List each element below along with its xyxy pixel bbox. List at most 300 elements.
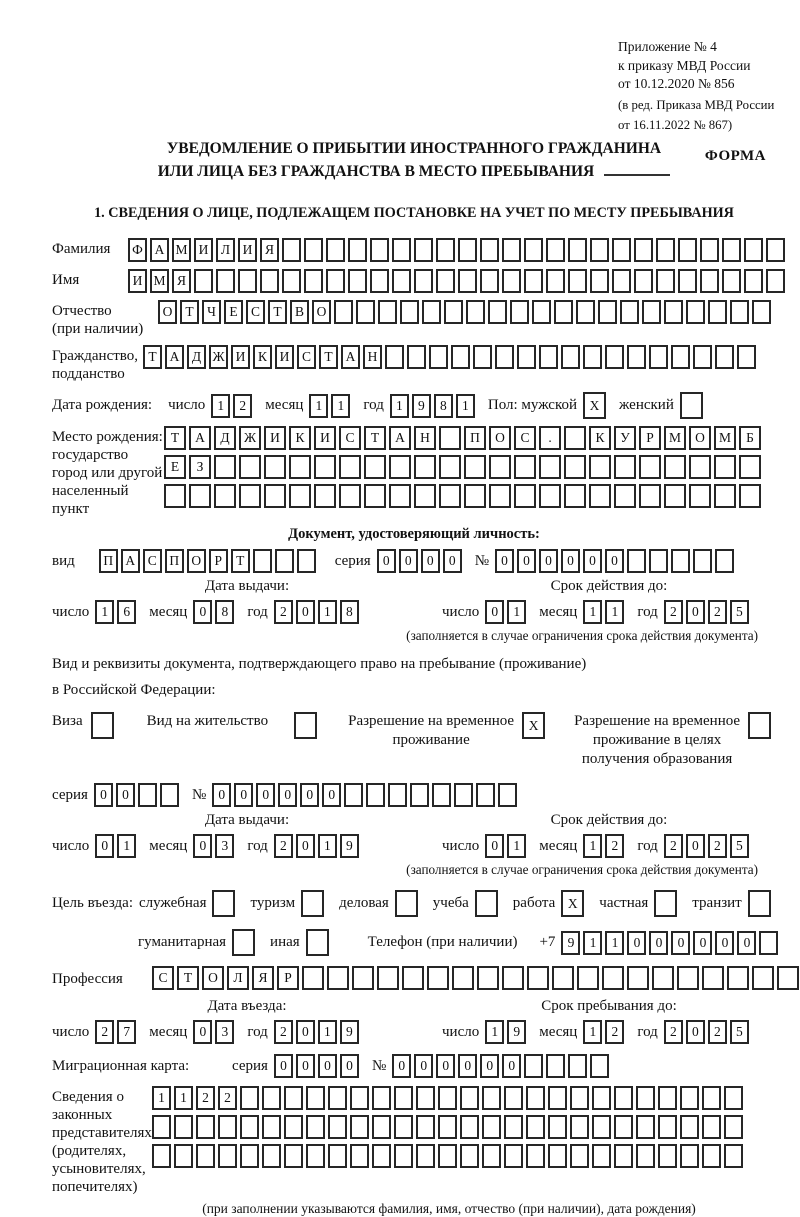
doc-type-input-cell[interactable]: П — [165, 549, 184, 573]
patronymic-input-cell[interactable] — [642, 300, 661, 324]
name-input-cell[interactable] — [722, 269, 741, 293]
patronymic-input-cell[interactable]: С — [246, 300, 265, 324]
name-input-cell[interactable] — [546, 269, 565, 293]
phone-input[interactable] — [561, 931, 781, 955]
representatives-input-3-cell[interactable] — [416, 1144, 435, 1168]
profession-input-cell[interactable] — [727, 966, 749, 990]
name-input-cell[interactable] — [392, 269, 411, 293]
birth-place-input-3-cell[interactable] — [239, 484, 261, 508]
profession-input-cell[interactable] — [577, 966, 599, 990]
phone-input-cell[interactable]: 1 — [605, 931, 624, 955]
mig-num-input-cell[interactable] — [524, 1054, 543, 1078]
birth-place-input-3-cell[interactable] — [314, 484, 336, 508]
doc-type-input-cell[interactable]: Р — [209, 549, 228, 573]
permit-issue-month-input-cell[interactable]: 0 — [193, 834, 212, 858]
doc-type-input-cell[interactable]: П — [99, 549, 118, 573]
representatives-input-1-cell[interactable] — [570, 1086, 589, 1110]
birth-month-input-cell[interactable]: 1 — [309, 394, 328, 418]
representatives-input-2-cell[interactable] — [702, 1115, 721, 1139]
citizenship-input-cell[interactable]: И — [231, 345, 250, 369]
doc-seriya-input-cell[interactable]: 0 — [443, 549, 462, 573]
purpose-business-checkbox-cell[interactable] — [395, 890, 418, 917]
patronymic-input-cell[interactable] — [752, 300, 771, 324]
surname-input-cell[interactable] — [370, 238, 389, 262]
purpose-tourism-checkbox-cell[interactable] — [301, 890, 324, 917]
name-input-cell[interactable] — [480, 269, 499, 293]
profession-input-cell[interactable] — [527, 966, 549, 990]
name-input-cell[interactable] — [326, 269, 345, 293]
birth-place-input-3-cell[interactable] — [539, 484, 561, 508]
patronymic-input-cell[interactable] — [510, 300, 529, 324]
representatives-input-1-cell[interactable] — [526, 1086, 545, 1110]
doc-num-input-cell[interactable]: 0 — [539, 549, 558, 573]
surname-input-cell[interactable] — [590, 238, 609, 262]
temp-permit-checkbox-cell[interactable]: X — [522, 712, 545, 739]
representatives-input-2-cell[interactable] — [262, 1115, 281, 1139]
mig-seriya-input-cell[interactable]: 0 — [274, 1054, 293, 1078]
citizenship-input-cell[interactable]: Т — [319, 345, 338, 369]
representatives-input-1-cell[interactable] — [306, 1086, 325, 1110]
representatives-input-1-cell[interactable] — [284, 1086, 303, 1110]
citizenship-input-cell[interactable] — [715, 345, 734, 369]
citizenship-input-cell[interactable]: И — [275, 345, 294, 369]
name-input-cell[interactable] — [678, 269, 697, 293]
birth-place-input-2-cell[interactable] — [439, 455, 461, 479]
mig-num-input-cell[interactable]: 0 — [480, 1054, 499, 1078]
patronymic-input-cell[interactable] — [466, 300, 485, 324]
permit-valid-month-input-cell[interactable]: 2 — [605, 834, 624, 858]
surname-input-cell[interactable]: Я — [260, 238, 279, 262]
doc-num-input[interactable] — [495, 549, 737, 573]
permit-valid-month-input[interactable] — [583, 834, 627, 858]
doc-valid-year-input-cell[interactable]: 2 — [664, 600, 683, 624]
representatives-input-2-cell[interactable] — [174, 1115, 193, 1139]
representatives-input-3-cell[interactable] — [306, 1144, 325, 1168]
patronymic-input-cell[interactable]: Т — [268, 300, 287, 324]
name-input-cell[interactable] — [458, 269, 477, 293]
representatives-input-1-cell[interactable] — [658, 1086, 677, 1110]
representatives-input-2-cell[interactable] — [724, 1115, 743, 1139]
name-input-cell[interactable] — [436, 269, 455, 293]
surname-input-cell[interactable]: И — [194, 238, 213, 262]
birth-place-input-1-cell[interactable]: О — [489, 426, 511, 450]
doc-num-input-cell[interactable] — [715, 549, 734, 573]
representatives-input-3-cell[interactable] — [350, 1144, 369, 1168]
representatives-input-3-cell[interactable] — [196, 1144, 215, 1168]
entry-year-input-cell[interactable]: 9 — [340, 1020, 359, 1044]
birth-place-input-2-cell[interactable] — [239, 455, 261, 479]
permit-valid-year-input-cell[interactable]: 0 — [686, 834, 705, 858]
representatives-input-1-cell[interactable] — [548, 1086, 567, 1110]
citizenship-input-cell[interactable] — [407, 345, 426, 369]
phone-input-cell[interactable]: 0 — [737, 931, 756, 955]
representatives-input-1-cell[interactable]: 1 — [152, 1086, 171, 1110]
representatives-input-1-cell[interactable] — [416, 1086, 435, 1110]
birth-place-input-3-cell[interactable] — [189, 484, 211, 508]
patronymic-input-cell[interactable] — [532, 300, 551, 324]
patronymic-input-cell[interactable] — [664, 300, 683, 324]
profession-input[interactable] — [152, 966, 800, 990]
citizenship-input-cell[interactable] — [693, 345, 712, 369]
name-input-cell[interactable] — [524, 269, 543, 293]
representatives-input-3-cell[interactable] — [262, 1144, 281, 1168]
permit-num-input-cell[interactable]: 0 — [300, 783, 319, 807]
doc-issue-year-input-cell[interactable]: 8 — [340, 600, 359, 624]
doc-num-input-cell[interactable]: 0 — [495, 549, 514, 573]
doc-valid-month-input[interactable] — [583, 600, 627, 624]
representatives-input-3-cell[interactable] — [460, 1144, 479, 1168]
surname-input-cell[interactable] — [766, 238, 785, 262]
stay-month-input-cell[interactable]: 2 — [605, 1020, 624, 1044]
purpose-business-checkbox[interactable] — [395, 890, 421, 917]
representatives-input-3-cell[interactable] — [526, 1144, 545, 1168]
birth-place-input-3-cell[interactable] — [414, 484, 436, 508]
representatives-input-1-cell[interactable] — [350, 1086, 369, 1110]
representatives-input-1-cell[interactable] — [504, 1086, 523, 1110]
surname-input-cell[interactable] — [568, 238, 587, 262]
birth-place-input-3-cell[interactable] — [714, 484, 736, 508]
citizenship-input-cell[interactable] — [517, 345, 536, 369]
entry-day-input-cell[interactable]: 2 — [95, 1020, 114, 1044]
mig-seriya-input-cell[interactable]: 0 — [296, 1054, 315, 1078]
name-input-cell[interactable]: М — [150, 269, 169, 293]
birth-place-input-2-cell[interactable] — [689, 455, 711, 479]
permit-num-input-cell[interactable] — [344, 783, 363, 807]
doc-issue-day-input-cell[interactable]: 1 — [95, 600, 114, 624]
patronymic-input-cell[interactable]: О — [158, 300, 177, 324]
representatives-input-2-cell[interactable] — [680, 1115, 699, 1139]
birth-month-input[interactable] — [309, 394, 353, 418]
name-input-cell[interactable]: Я — [172, 269, 191, 293]
birth-place-input-1-cell[interactable]: Т — [364, 426, 386, 450]
doc-issue-month-input[interactable] — [193, 600, 237, 624]
doc-issue-month-input-cell[interactable]: 8 — [215, 600, 234, 624]
sex-male-checkbox[interactable] — [583, 392, 609, 419]
birth-place-input-3-cell[interactable] — [289, 484, 311, 508]
patronymic-input-cell[interactable] — [334, 300, 353, 324]
birth-place-input-1-cell[interactable]: А — [189, 426, 211, 450]
citizenship-input-cell[interactable]: К — [253, 345, 272, 369]
representatives-input-3-cell[interactable] — [636, 1144, 655, 1168]
stay-year-input-cell[interactable]: 2 — [708, 1020, 727, 1044]
name-input-cell[interactable] — [502, 269, 521, 293]
representatives-input-2-cell[interactable] — [460, 1115, 479, 1139]
doc-num-input-cell[interactable] — [693, 549, 712, 573]
surname-input-cell[interactable] — [678, 238, 697, 262]
sex-female-checkbox-cell[interactable] — [680, 392, 703, 419]
temp-permit-checkbox[interactable] — [522, 712, 548, 739]
entry-day-input-cell[interactable]: 7 — [117, 1020, 136, 1044]
doc-issue-year-input-cell[interactable]: 1 — [318, 600, 337, 624]
representatives-input-3-cell[interactable] — [240, 1144, 259, 1168]
doc-issue-year-input[interactable] — [274, 600, 362, 624]
patronymic-input-cell[interactable]: Е — [224, 300, 243, 324]
permit-issue-year-input[interactable] — [274, 834, 362, 858]
birth-place-input-1-cell[interactable]: С — [514, 426, 536, 450]
representatives-input-2-cell[interactable] — [592, 1115, 611, 1139]
profession-input-cell[interactable] — [602, 966, 624, 990]
name-input-cell[interactable] — [612, 269, 631, 293]
profession-input-cell[interactable]: Р — [277, 966, 299, 990]
residence-checkbox[interactable] — [294, 712, 320, 739]
mig-num-input-cell[interactable] — [590, 1054, 609, 1078]
permit-issue-day-input-cell[interactable]: 0 — [95, 834, 114, 858]
representatives-input-2-cell[interactable] — [504, 1115, 523, 1139]
permit-issue-day-input[interactable] — [95, 834, 139, 858]
stay-year-input-cell[interactable]: 5 — [730, 1020, 749, 1044]
representatives-input-1-cell[interactable] — [240, 1086, 259, 1110]
surname-input-cell[interactable] — [722, 238, 741, 262]
doc-seriya-input-cell[interactable]: 0 — [377, 549, 396, 573]
citizenship-input-cell[interactable] — [561, 345, 580, 369]
citizenship-input-cell[interactable] — [495, 345, 514, 369]
permit-valid-year-input-cell[interactable]: 2 — [708, 834, 727, 858]
doc-valid-month-input-cell[interactable]: 1 — [583, 600, 602, 624]
phone-input-cell[interactable]: 0 — [671, 931, 690, 955]
profession-input-cell[interactable]: Я — [252, 966, 274, 990]
doc-num-input-cell[interactable]: 0 — [517, 549, 536, 573]
birth-day-input-cell[interactable]: 2 — [233, 394, 252, 418]
entry-day-input[interactable] — [95, 1020, 139, 1044]
permit-issue-month-input-cell[interactable]: 3 — [215, 834, 234, 858]
birth-place-input-1-cell[interactable]: К — [589, 426, 611, 450]
doc-type-input[interactable] — [99, 549, 319, 573]
birth-place-input-2-cell[interactable] — [339, 455, 361, 479]
birth-place-input-1-cell[interactable]: И — [264, 426, 286, 450]
birth-place-input-1-cell[interactable]: Б — [739, 426, 761, 450]
profession-input-cell[interactable] — [502, 966, 524, 990]
patronymic-input-cell[interactable]: О — [312, 300, 331, 324]
representatives-input-2-cell[interactable] — [350, 1115, 369, 1139]
birth-place-input-3-cell[interactable] — [389, 484, 411, 508]
doc-num-input-cell[interactable] — [671, 549, 690, 573]
representatives-input-1-cell[interactable] — [482, 1086, 501, 1110]
birth-place-input-3-cell[interactable] — [364, 484, 386, 508]
purpose-other-checkbox[interactable] — [306, 929, 332, 956]
purpose-work-checkbox-cell[interactable]: X — [561, 890, 584, 917]
permit-num-input-cell[interactable]: 0 — [256, 783, 275, 807]
representatives-input-2-cell[interactable] — [240, 1115, 259, 1139]
permit-seriya-input[interactable] — [94, 783, 182, 807]
mig-num-input-cell[interactable]: 0 — [458, 1054, 477, 1078]
name-input-cell[interactable] — [238, 269, 257, 293]
birth-place-input-3-cell[interactable] — [614, 484, 636, 508]
representatives-input-3[interactable] — [152, 1144, 746, 1168]
residence-checkbox-cell[interactable] — [294, 712, 317, 739]
birth-place-input-1-cell[interactable]: Д — [214, 426, 236, 450]
birth-place-input-2-cell[interactable] — [264, 455, 286, 479]
name-input-cell[interactable] — [194, 269, 213, 293]
representatives-input-2-cell[interactable] — [526, 1115, 545, 1139]
surname-input-cell[interactable] — [634, 238, 653, 262]
birth-day-input[interactable] — [211, 394, 255, 418]
purpose-study-checkbox-cell[interactable] — [475, 890, 498, 917]
profession-input-cell[interactable]: О — [202, 966, 224, 990]
birth-place-input-1-cell[interactable]: М — [714, 426, 736, 450]
stay-year-input[interactable] — [664, 1020, 752, 1044]
doc-seriya-input-cell[interactable]: 0 — [421, 549, 440, 573]
representatives-input-1-cell[interactable] — [372, 1086, 391, 1110]
stay-day-input[interactable] — [485, 1020, 529, 1044]
birth-place-input-2-cell[interactable]: З — [189, 455, 211, 479]
permit-num-input-cell[interactable] — [388, 783, 407, 807]
stay-day-input-cell[interactable]: 9 — [507, 1020, 526, 1044]
phone-input-cell[interactable]: 0 — [715, 931, 734, 955]
birth-place-input-1-cell[interactable]: Н — [414, 426, 436, 450]
citizenship-input-cell[interactable]: Ж — [209, 345, 228, 369]
permit-valid-day-input-cell[interactable]: 0 — [485, 834, 504, 858]
name-input-cell[interactable] — [414, 269, 433, 293]
edu-permit-checkbox[interactable] — [748, 712, 774, 739]
birth-place-input-1-cell[interactable]: О — [689, 426, 711, 450]
purpose-tourism-checkbox[interactable] — [301, 890, 327, 917]
representatives-input-1-cell[interactable] — [702, 1086, 721, 1110]
stay-year-input-cell[interactable]: 2 — [664, 1020, 683, 1044]
permit-valid-year-input-cell[interactable]: 5 — [730, 834, 749, 858]
birth-place-input-2[interactable] — [164, 455, 764, 479]
name-input-cell[interactable] — [766, 269, 785, 293]
citizenship-input-cell[interactable] — [539, 345, 558, 369]
purpose-official-checkbox[interactable] — [212, 890, 238, 917]
representatives-input-1-cell[interactable] — [614, 1086, 633, 1110]
surname-input-cell[interactable] — [414, 238, 433, 262]
profession-input-cell[interactable] — [777, 966, 799, 990]
surname-input-cell[interactable] — [480, 238, 499, 262]
entry-year-input-cell[interactable]: 2 — [274, 1020, 293, 1044]
doc-type-input-cell[interactable] — [275, 549, 294, 573]
representatives-input-1-cell[interactable]: 2 — [196, 1086, 215, 1110]
doc-type-input-cell[interactable]: А — [121, 549, 140, 573]
representatives-input-1-cell[interactable] — [636, 1086, 655, 1110]
permit-num-input-cell[interactable] — [498, 783, 517, 807]
mig-num-input[interactable] — [392, 1054, 612, 1078]
permit-valid-year-input[interactable] — [664, 834, 752, 858]
surname-input-cell[interactable] — [656, 238, 675, 262]
birth-place-input-2-cell[interactable] — [289, 455, 311, 479]
birth-place-input-1-cell[interactable]: Т — [164, 426, 186, 450]
representatives-input-2-cell[interactable] — [306, 1115, 325, 1139]
representatives-input-1-cell[interactable] — [680, 1086, 699, 1110]
surname-input-cell[interactable] — [392, 238, 411, 262]
birth-year-input-cell[interactable]: 8 — [434, 394, 453, 418]
doc-type-input-cell[interactable] — [297, 549, 316, 573]
permit-valid-year-input-cell[interactable]: 2 — [664, 834, 683, 858]
surname-input[interactable] — [128, 238, 788, 262]
representatives-input-2-cell[interactable] — [658, 1115, 677, 1139]
representatives-input-3-cell[interactable] — [504, 1144, 523, 1168]
surname-input-cell[interactable] — [502, 238, 521, 262]
permit-seriya-input-cell[interactable]: 0 — [94, 783, 113, 807]
representatives-input-2-cell[interactable] — [438, 1115, 457, 1139]
purpose-other-checkbox-cell[interactable] — [306, 929, 329, 956]
patronymic-input-cell[interactable] — [730, 300, 749, 324]
birth-place-input-3-cell[interactable] — [439, 484, 461, 508]
stay-month-input-cell[interactable]: 1 — [583, 1020, 602, 1044]
birth-place-input-3-cell[interactable] — [739, 484, 761, 508]
purpose-transit-checkbox[interactable] — [748, 890, 774, 917]
purpose-official-checkbox-cell[interactable] — [212, 890, 235, 917]
mig-seriya-input-cell[interactable]: 0 — [340, 1054, 359, 1078]
name-input-cell[interactable]: И — [128, 269, 147, 293]
purpose-humanitarian-checkbox[interactable] — [232, 929, 258, 956]
entry-year-input[interactable] — [274, 1020, 362, 1044]
permit-num-input[interactable] — [212, 783, 520, 807]
profession-input-cell[interactable] — [302, 966, 324, 990]
name-input-cell[interactable] — [590, 269, 609, 293]
permit-valid-day-input-cell[interactable]: 1 — [507, 834, 526, 858]
birth-place-input-1[interactable] — [164, 426, 764, 450]
profession-input-cell[interactable] — [552, 966, 574, 990]
phone-input-cell[interactable]: 9 — [561, 931, 580, 955]
representatives-input-2[interactable] — [152, 1115, 746, 1139]
name-input-cell[interactable] — [216, 269, 235, 293]
permit-issue-month-input[interactable] — [193, 834, 237, 858]
profession-input-cell[interactable] — [677, 966, 699, 990]
permit-issue-year-input-cell[interactable]: 2 — [274, 834, 293, 858]
patronymic-input-cell[interactable] — [356, 300, 375, 324]
representatives-input-1-cell[interactable]: 1 — [174, 1086, 193, 1110]
name-input-cell[interactable] — [656, 269, 675, 293]
birth-place-input-3-cell[interactable] — [214, 484, 236, 508]
surname-input-cell[interactable] — [546, 238, 565, 262]
citizenship-input-cell[interactable]: А — [341, 345, 360, 369]
name-input-cell[interactable] — [348, 269, 367, 293]
citizenship-input-cell[interactable] — [671, 345, 690, 369]
birth-place-input-2-cell[interactable] — [664, 455, 686, 479]
entry-month-input[interactable] — [193, 1020, 237, 1044]
representatives-input-2-cell[interactable] — [570, 1115, 589, 1139]
doc-issue-year-input-cell[interactable]: 2 — [274, 600, 293, 624]
doc-issue-year-input-cell[interactable]: 0 — [296, 600, 315, 624]
doc-valid-year-input-cell[interactable]: 2 — [708, 600, 727, 624]
profession-input-cell[interactable] — [702, 966, 724, 990]
phone-input-cell[interactable]: 1 — [583, 931, 602, 955]
mig-seriya-input-cell[interactable]: 0 — [318, 1054, 337, 1078]
doc-valid-year-input-cell[interactable]: 0 — [686, 600, 705, 624]
profession-input-cell[interactable] — [652, 966, 674, 990]
birth-place-input-3-cell[interactable] — [589, 484, 611, 508]
permit-num-input-cell[interactable] — [454, 783, 473, 807]
representatives-input-3-cell[interactable] — [614, 1144, 633, 1168]
birth-year-input-cell[interactable]: 9 — [412, 394, 431, 418]
representatives-input-1-cell[interactable] — [262, 1086, 281, 1110]
citizenship-input-cell[interactable] — [473, 345, 492, 369]
birth-place-input-3-cell[interactable] — [489, 484, 511, 508]
representatives-input-2-cell[interactable] — [548, 1115, 567, 1139]
birth-year-input-cell[interactable]: 1 — [390, 394, 409, 418]
profession-input-cell[interactable] — [477, 966, 499, 990]
entry-year-input-cell[interactable]: 1 — [318, 1020, 337, 1044]
representatives-input-3-cell[interactable] — [724, 1144, 743, 1168]
sex-female-checkbox[interactable] — [680, 392, 706, 419]
representatives-input-3-cell[interactable] — [284, 1144, 303, 1168]
representatives-input-2-cell[interactable] — [152, 1115, 171, 1139]
profession-input-cell[interactable] — [427, 966, 449, 990]
representatives-input-1-cell[interactable] — [438, 1086, 457, 1110]
phone-input-cell[interactable]: 0 — [649, 931, 668, 955]
patronymic-input-cell[interactable] — [620, 300, 639, 324]
purpose-study-checkbox[interactable] — [475, 890, 501, 917]
birth-place-input-3-cell[interactable] — [164, 484, 186, 508]
representatives-input-2-cell[interactable] — [196, 1115, 215, 1139]
patronymic-input-cell[interactable] — [422, 300, 441, 324]
patronymic-input-cell[interactable] — [576, 300, 595, 324]
doc-type-input-cell[interactable]: Т — [231, 549, 250, 573]
birth-place-input-3-cell[interactable] — [564, 484, 586, 508]
profession-input-cell[interactable] — [402, 966, 424, 990]
permit-issue-year-input-cell[interactable]: 0 — [296, 834, 315, 858]
doc-valid-year-input[interactable] — [664, 600, 752, 624]
